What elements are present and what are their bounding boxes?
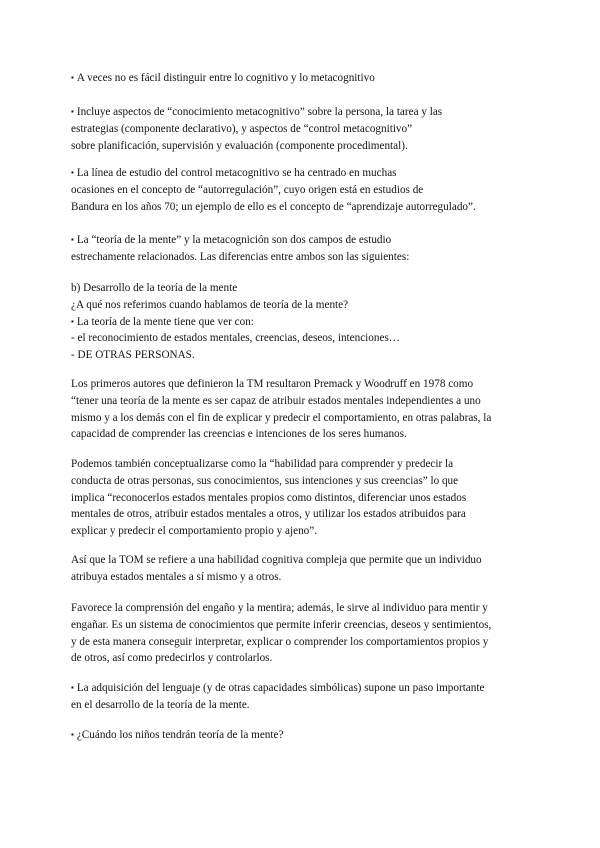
text-line: Los primeros autores que definieron la TM resultaron Premack y Woodruff en 1978 como xyxy=(71,378,474,390)
bullet-marker: ▪ xyxy=(71,168,74,177)
paragraph-premack-woodruff xyxy=(71,376,529,443)
paragraph-tom-definition xyxy=(71,552,529,586)
bullet-marker: ▪ xyxy=(71,683,74,692)
text-line: ▪ Incluye aspectos de “conocimiento metacognitivo” sobre la persona, la tarea y las xyxy=(71,106,443,118)
text-line: Podemos también conceptualizarse como la “habilidad para comprender y predecir la xyxy=(71,458,454,470)
section-heading: b) Desarrollo de la teoría de la mente xyxy=(71,282,238,294)
list-item: ▪ La teoría de la mente tiene que ver con: xyxy=(71,315,254,328)
text-line: “tener una teoría de la mente es ser capaz de atribuir estados mentales independientes a uno xyxy=(71,394,481,407)
text-line: de otros, así como predecirlos y controlarlos. xyxy=(71,652,273,665)
text-line: ▪ A veces no es fácil distinguir entre lo cognitivo y lo metacognitivo xyxy=(71,72,375,84)
list-item: - DE OTRAS PERSONAS. xyxy=(71,349,195,362)
text-line: conducta de otras personas, sus conocimientos, sus intenciones y sus creencias” lo que xyxy=(71,474,459,487)
text-line: estrategias (componente declarativo), y aspectos de “control metacognitivo” xyxy=(71,122,413,135)
section-b xyxy=(71,280,529,364)
text-line: capacidad de comprender las creencias e intenciones de los seres humanos. xyxy=(71,428,407,441)
text-line: Así que la TOM se refiere a una habilidad cognitiva compleja que permite que un individuo xyxy=(71,554,482,566)
text-line: ▪ La adquisición del lenguaje (y de otras capacidades simbólicas) supone un paso importante xyxy=(71,682,485,694)
text-line: y de esta manera conseguir interpretar, explicar o comprender los comportamientos propios y xyxy=(71,635,489,648)
paragraph-self-regulation xyxy=(71,165,529,215)
bullet-marker: ▪ xyxy=(71,107,74,116)
text-line: atribuya estados mentales a sí mismo y a otros. xyxy=(71,570,282,583)
text-line: explicar y predecir el comportamiento propio y ajeno”. xyxy=(71,525,318,538)
text-line: engañar. Es un sistema de conocimientos que permite inferir creencias, deseos y sentimientos, xyxy=(71,618,492,631)
text-line: Bandura en los años 70; un ejemplo de ello es el concepto de “aprendizaje autorregulado”. xyxy=(71,200,476,213)
text-line: mentales de otros, atribuir estados mentales a otros, y utilizar los estados atribuidos para xyxy=(71,508,466,521)
bullet-marker: ▪ xyxy=(71,235,74,244)
text-line: ▪ ¿Cuándo los niños tendrán teoría de la mente? xyxy=(71,729,284,741)
text-line: ▪ La “teoría de la mente” y la metacognición son dos campos de estudio xyxy=(71,234,392,246)
paragraph-theory-of-mind-relation xyxy=(71,232,529,266)
paragraph-conceptualization xyxy=(71,456,529,540)
text-line: Favorece la comprensión del engaño y la mentira; además, le sirve al individuo para mentir y xyxy=(71,602,488,614)
text-line: estrechamente relacionados. Las diferencias entre ambos son las siguientes: xyxy=(71,250,410,263)
paragraph-when-children xyxy=(71,727,529,744)
text-line: ocasiones en el concepto de “autorregulación”, cuyo origen está en estudios de xyxy=(71,183,424,196)
text-line: implica “reconocerlos estados mentales propios como distintos, diferenciar unos estados xyxy=(71,491,467,504)
bullet-marker: ▪ xyxy=(71,316,74,326)
paragraph-deception xyxy=(71,600,529,667)
text-line: en el desarrollo de la teoría de la mente. xyxy=(71,698,250,711)
paragraph-cognitive-vs-metacognitive xyxy=(71,70,529,87)
paragraph-metacognitive-knowledge xyxy=(71,104,529,154)
bullet-marker: ▪ xyxy=(71,73,74,82)
text-line: mismo y a los demás con el fin de explicar y predecir el comportamiento, en otras palabras, la xyxy=(71,411,492,424)
bullet-marker: ▪ xyxy=(71,730,74,739)
text-line: sobre planificación, supervisión y evaluación (componente procedimental). xyxy=(71,139,408,152)
text-line: ▪ La línea de estudio del control metacognitivo se ha centrado en muchas xyxy=(71,167,397,179)
list-item: - el reconocimiento de estados mentales, creencias, deseos, intenciones… xyxy=(71,332,400,345)
section-question: ¿A qué nos referimos cuando hablamos de teoría de la mente? xyxy=(71,298,349,311)
paragraph-language-acquisition xyxy=(71,680,529,714)
